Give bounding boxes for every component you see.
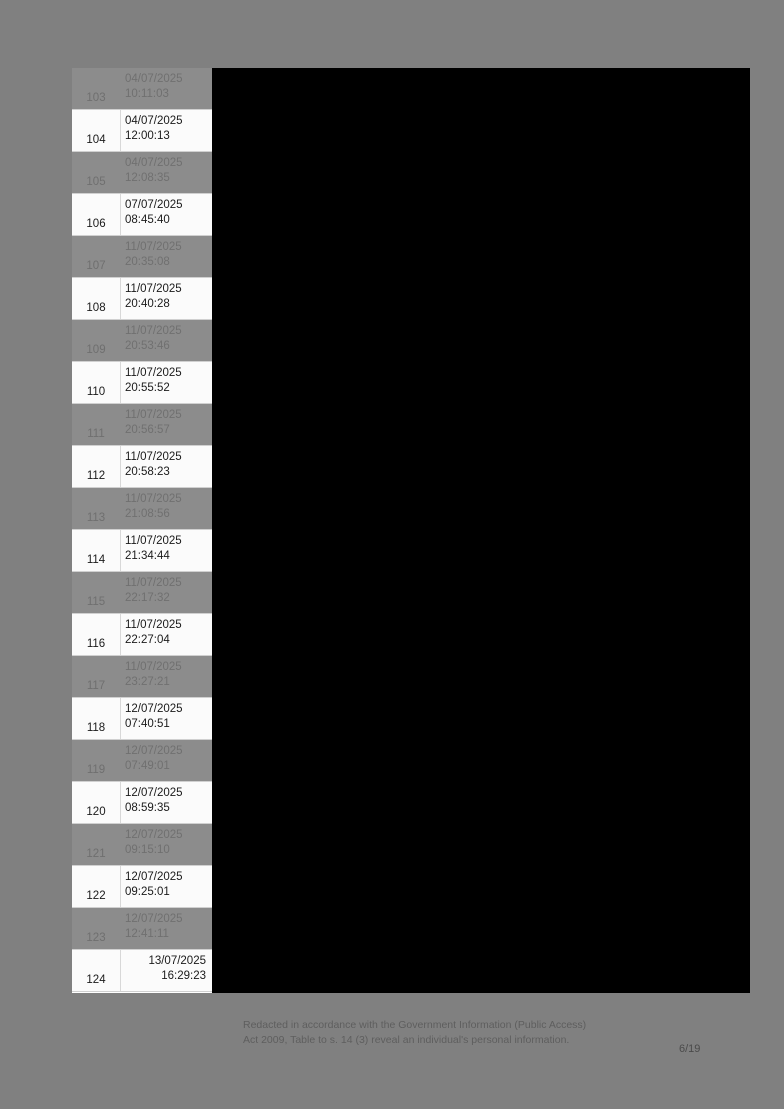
table-row <box>72 572 212 614</box>
row-number: 110 <box>72 362 121 403</box>
row-time: 12:08:35 <box>125 172 170 184</box>
row-number: 104 <box>72 110 121 151</box>
row-time: 16:29:23 <box>161 970 206 982</box>
row-time: 08:59:35 <box>125 802 170 814</box>
row-datetime <box>121 656 212 697</box>
row-number: 109 <box>72 320 121 361</box>
row-datetime <box>121 866 212 907</box>
row-time: 22:27:04 <box>125 634 170 646</box>
row-datetime <box>121 572 212 613</box>
row-datetime <box>121 110 212 151</box>
row-datetime <box>121 488 212 529</box>
row-number: 118 <box>72 698 121 739</box>
row-number: 107 <box>72 236 121 277</box>
row-date: 12/07/2025 <box>125 913 183 925</box>
row-datetime <box>121 404 212 445</box>
row-time: 07:49:01 <box>125 760 170 772</box>
row-datetime <box>121 950 212 991</box>
table-row <box>72 866 212 908</box>
row-date: 11/07/2025 <box>125 535 182 547</box>
row-datetime <box>121 362 212 403</box>
row-number: 106 <box>72 194 121 235</box>
row-datetime <box>121 278 212 319</box>
row-number: 123 <box>72 908 121 949</box>
row-time: 20:35:08 <box>125 256 170 268</box>
table-row <box>72 320 212 362</box>
row-number: 111 <box>72 404 121 445</box>
page-number: 6/19 <box>679 1043 701 1055</box>
row-time: 23:27:21 <box>125 676 170 688</box>
footer-note-line-2: Act 2009, Table to s. 14 (3) reveal an individual's personal information. <box>243 1034 570 1046</box>
row-time: 22:17:32 <box>125 592 170 604</box>
row-number: 112 <box>72 446 121 487</box>
row-datetime <box>121 824 212 865</box>
row-date: 11/07/2025 <box>125 367 182 379</box>
row-date: 04/07/2025 <box>125 157 183 169</box>
row-time: 12:41:11 <box>125 928 169 940</box>
table-row <box>72 656 212 698</box>
row-time: 10:11:03 <box>125 88 169 100</box>
row-time: 21:34:44 <box>125 550 170 562</box>
table-row <box>72 194 212 236</box>
row-number: 119 <box>72 740 121 781</box>
row-number: 117 <box>72 656 121 697</box>
table-row <box>72 278 212 320</box>
row-number: 115 <box>72 572 121 613</box>
table-row <box>72 404 212 446</box>
row-datetime <box>121 446 212 487</box>
table-row <box>72 68 212 110</box>
row-time: 20:53:46 <box>125 340 170 352</box>
row-datetime <box>121 320 212 361</box>
row-number: 114 <box>72 530 121 571</box>
row-date: 11/07/2025 <box>125 493 182 505</box>
row-time: 20:40:28 <box>125 298 170 310</box>
row-datetime <box>121 236 212 277</box>
row-datetime <box>121 782 212 823</box>
row-date: 12/07/2025 <box>125 703 183 715</box>
row-datetime <box>121 740 212 781</box>
table-row <box>72 740 212 782</box>
row-date: 04/07/2025 <box>125 115 183 127</box>
row-date: 04/07/2025 <box>125 73 183 85</box>
row-date: 13/07/2025 <box>148 955 206 967</box>
table-row <box>72 824 212 866</box>
row-time: 20:55:52 <box>125 382 170 394</box>
row-date: 11/07/2025 <box>125 577 182 589</box>
row-time: 09:25:01 <box>125 886 170 898</box>
row-date: 11/07/2025 <box>125 409 182 421</box>
row-date: 11/07/2025 <box>125 619 182 631</box>
row-number: 124 <box>72 950 121 991</box>
row-date: 11/07/2025 <box>125 283 182 295</box>
table-row <box>72 530 212 572</box>
table-row <box>72 236 212 278</box>
row-number: 108 <box>72 278 121 319</box>
row-time: 20:58:23 <box>125 466 170 478</box>
row-datetime <box>121 194 212 235</box>
row-date: 11/07/2025 <box>125 325 182 337</box>
table-row <box>72 446 212 488</box>
row-datetime <box>121 152 212 193</box>
table-row <box>72 362 212 404</box>
row-number: 103 <box>72 68 121 109</box>
row-time: 21:08:56 <box>125 508 170 520</box>
table-row <box>72 908 212 950</box>
row-time: 08:45:40 <box>125 214 170 226</box>
table-row <box>72 488 212 530</box>
row-datetime <box>121 908 212 949</box>
redaction-block <box>212 68 750 993</box>
table-row <box>72 782 212 824</box>
table-row <box>72 614 212 656</box>
row-number: 121 <box>72 824 121 865</box>
redaction-footer-note <box>243 1018 693 1048</box>
table-row <box>72 698 212 740</box>
row-date: 12/07/2025 <box>125 745 183 757</box>
row-datetime <box>121 68 212 109</box>
records-table <box>72 68 212 992</box>
row-date: 12/07/2025 <box>125 829 183 841</box>
row-date: 07/07/2025 <box>125 199 183 211</box>
footer-note-line-1: Redacted in accordance with the Government Information (Public Access) <box>243 1019 587 1031</box>
row-datetime <box>121 698 212 739</box>
row-time: 12:00:13 <box>125 130 170 142</box>
row-date: 11/07/2025 <box>125 661 182 673</box>
row-date: 12/07/2025 <box>125 871 183 883</box>
row-datetime <box>121 530 212 571</box>
row-time: 09:15:10 <box>125 844 170 856</box>
row-time: 20:56:57 <box>125 424 170 436</box>
row-number: 120 <box>72 782 121 823</box>
row-number: 116 <box>72 614 121 655</box>
row-date: 11/07/2025 <box>125 241 182 253</box>
row-time: 07:40:51 <box>125 718 170 730</box>
table-row <box>72 110 212 152</box>
table-row <box>72 950 212 992</box>
row-date: 11/07/2025 <box>125 451 182 463</box>
row-datetime <box>121 614 212 655</box>
row-number: 122 <box>72 866 121 907</box>
row-number: 105 <box>72 152 121 193</box>
row-number: 113 <box>72 488 121 529</box>
row-date: 12/07/2025 <box>125 787 183 799</box>
table-row <box>72 152 212 194</box>
